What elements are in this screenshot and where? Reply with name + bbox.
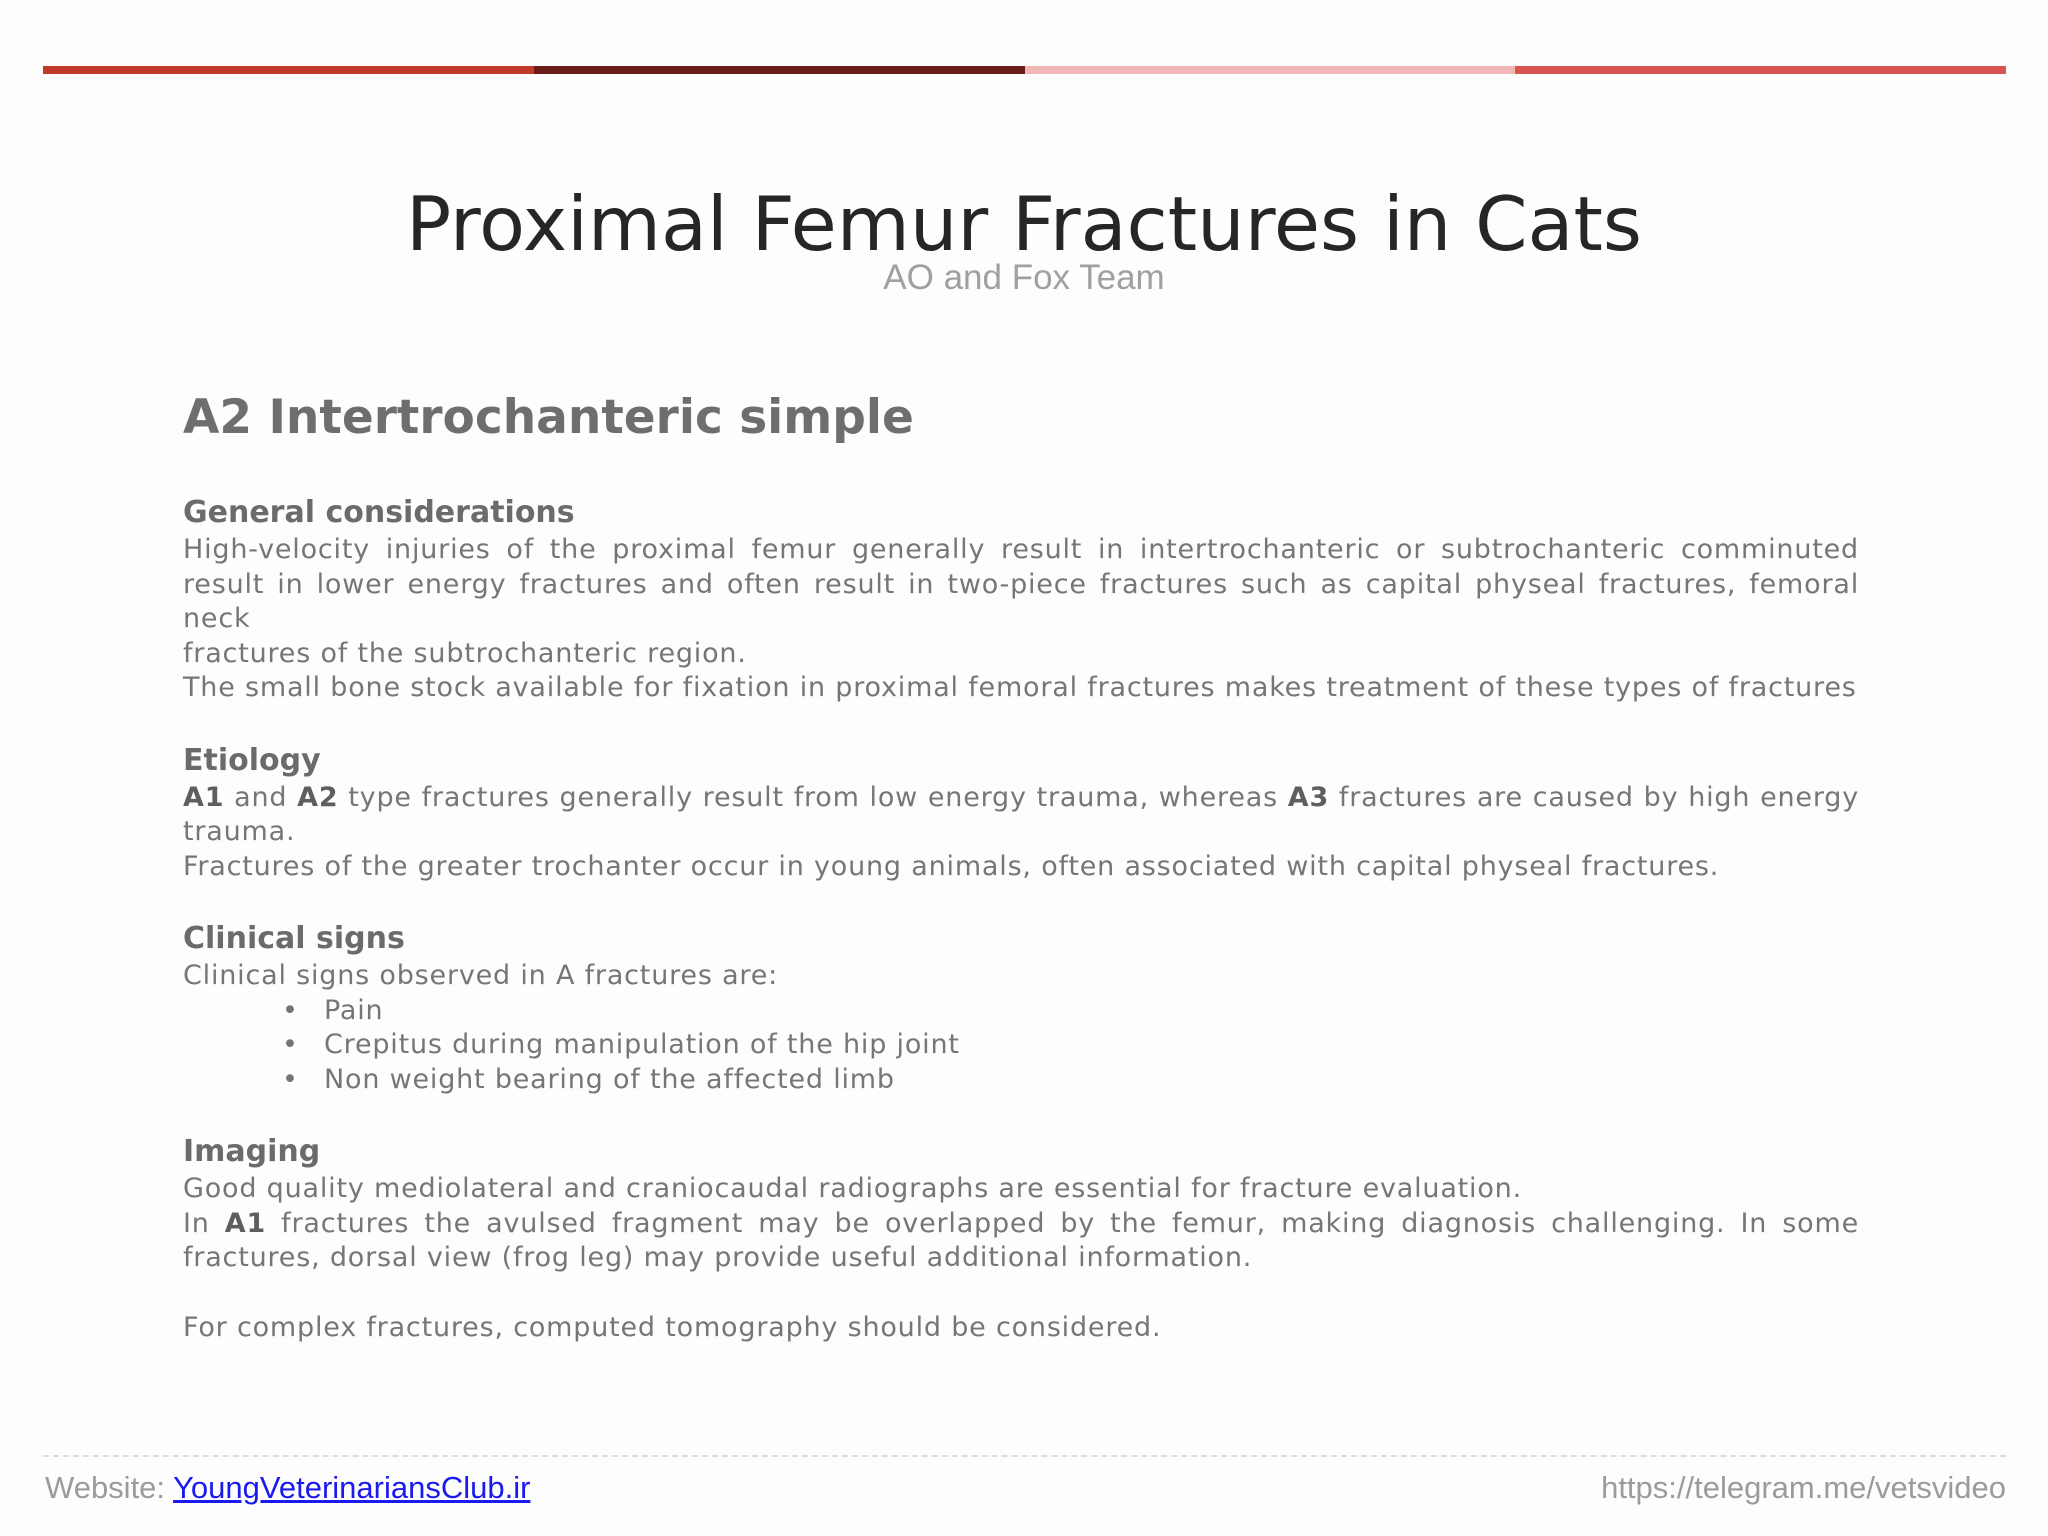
main-content: [183, 385, 1859, 1345]
section-title: A2 Intertrochanteric simple: [183, 390, 914, 445]
footer-telegram: https://telegram.me/vetsvideo: [1601, 1470, 2006, 1505]
top-color-bar: [43, 66, 2006, 74]
list-item-text: Crepitus during manipulation of the hip joint: [324, 1029, 960, 1060]
website-label: Website:: [45, 1470, 174, 1505]
etiology-text: [183, 781, 1859, 850]
fracture-type: A1: [224, 1207, 267, 1239]
page-title: Proximal Femur Fractures in Cats: [406, 180, 1642, 268]
fracture-type: A2: [297, 781, 339, 813]
imaging-text: Good quality mediolateral and craniocaudal radiographs are essential for fracture evaluation.: [183, 1173, 1522, 1204]
text-run: fractures are caused by high energy trauma.: [183, 781, 1859, 847]
general-line: fractures of the subtrochanteric region.: [183, 637, 747, 669]
clinical-list: [183, 994, 1859, 1098]
general-text: [183, 671, 1859, 706]
imaging-text: [183, 1207, 1859, 1276]
footer-divider: [43, 1455, 2006, 1457]
list-item: [282, 1028, 1859, 1063]
general-text: [183, 533, 1859, 637]
page-subtitle: AO and Fox Team: [883, 258, 1165, 297]
list-item: [282, 1063, 1859, 1098]
bar-segment: [1025, 66, 1516, 74]
imaging-text: For complex fractures, computed tomography should be considered.: [183, 1311, 1162, 1343]
bullet-icon: •: [282, 1029, 299, 1060]
etiology-text: [183, 850, 1859, 885]
footer-website: [45, 1468, 530, 1508]
clinical-heading: Clinical signs: [183, 921, 405, 956]
bar-segment: [534, 66, 1025, 74]
text-run: and: [224, 781, 298, 813]
text-run: type fractures generally result from low energy trauma, whereas: [338, 781, 1288, 813]
bullet-icon: •: [282, 994, 299, 1026]
etiology-heading: Etiology: [183, 742, 321, 778]
bar-segment: [1515, 66, 2006, 74]
list-item: [282, 994, 1859, 1029]
clinical-intro: Clinical signs observed in A fractures are:: [183, 960, 779, 991]
website-link[interactable]: YoungVeterinariansClub.ir: [173, 1470, 531, 1505]
general-line: result in lower energy fractures and often result in two-piece fractures such as capital physeal fractures, femoral neck: [183, 568, 1859, 634]
text-run: In: [183, 1207, 225, 1239]
general-line: High-velocity injuries of the proximal femur generally result in intertrochanteric or subtrochanteric comminuted: [183, 534, 1859, 565]
general-heading: General considerations: [183, 495, 575, 530]
fracture-type: A1: [183, 781, 225, 813]
fracture-type: A3: [1287, 781, 1330, 813]
text-run: fractures the avulsed fragment may be overlapped by the femur, making diagnosis challenging. In some fractures, dorsal view (frog leg) may provide useful additional information.: [183, 1207, 1859, 1273]
list-item-text: Non weight bearing of the affected limb: [324, 1063, 895, 1095]
imaging-heading: Imaging: [183, 1134, 321, 1169]
bullet-icon: •: [282, 1063, 299, 1095]
text-run: Fractures of the greater trochanter occur in young animals, often associated with capital physeal fractures.: [183, 850, 1720, 882]
bar-segment: [43, 66, 534, 74]
general-line: The small bone stock available for fixation in proximal femoral fractures makes treatment of these types of fractures: [183, 672, 1857, 703]
general-text: [183, 637, 1859, 672]
list-item-text: Pain: [324, 994, 384, 1026]
